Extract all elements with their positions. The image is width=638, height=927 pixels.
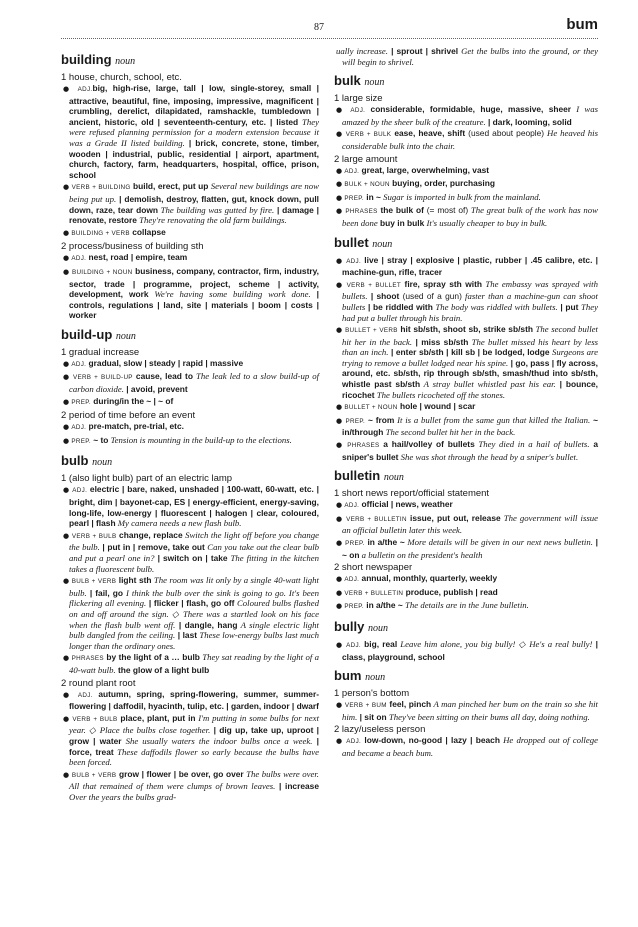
collocations: ease, heave, shift	[391, 128, 466, 139]
bullet-icon: ●	[336, 441, 348, 450]
collocations: buying, order, purchasing	[389, 178, 495, 189]
collocations: | put	[557, 301, 579, 312]
collocations: | be riddled with	[365, 301, 433, 312]
example: I was amazed by the sheer bulk of the creature.	[342, 104, 598, 127]
collocations: light sth	[116, 575, 152, 586]
note: (used about people)	[465, 128, 545, 139]
collocation-group	[61, 252, 319, 265]
sense-label: 1 (also light bulb) part of an electric lamp	[61, 473, 233, 485]
bullet-icon: ●	[336, 130, 346, 139]
headword	[61, 453, 319, 470]
grammar-label: ADJ.	[344, 167, 360, 175]
example: The bullet missed his heart by less than an inch.	[342, 336, 598, 358]
example: They're renovating the old farm buildings.	[136, 215, 287, 226]
collocation-group	[61, 396, 319, 409]
example: They were refused planning permission for a modern extension because it was a Grade II listed building.	[69, 116, 319, 148]
grammar-label: ADJ.	[344, 502, 360, 510]
grammar-label: BULB + VERB	[71, 578, 117, 586]
collocation-group	[61, 83, 319, 180]
example: They sat reading by the light of a 40-watt bulb.	[69, 652, 319, 675]
example: Get the bulbs into the ground, or they will begin to shrivel.	[342, 46, 598, 67]
dictionary-entry	[61, 52, 319, 321]
part-of-speech: noun	[115, 330, 136, 342]
part-of-speech: noun	[115, 56, 136, 67]
example: They've been sitting on their bums all day, doing nothing.	[386, 711, 590, 722]
headword-text: bully	[334, 618, 365, 634]
collocations: | switch on | take	[154, 553, 228, 563]
collocation-group	[61, 652, 319, 675]
example: A man pinched her bum on the train so she hit him.	[342, 699, 598, 722]
sense-label: 1 gradual increase	[61, 346, 140, 358]
collocations: official | news, weather	[359, 499, 453, 510]
collocations: gradual, slow | steady | rapid | massive	[86, 357, 244, 368]
dictionary-entry	[61, 453, 319, 802]
bullet-icon: ●	[63, 690, 78, 699]
collocations: ~ to	[90, 434, 109, 445]
sense-label: 1 short news report/official statement	[334, 488, 490, 500]
collocation-group	[61, 530, 319, 574]
example: The bullets ricocheted off the stones.	[374, 389, 506, 400]
grammar-label: VERB + BULK	[345, 131, 392, 139]
collocations: great, large, overwhelming, vast	[359, 164, 490, 175]
collocation-group	[334, 401, 598, 414]
example: faster than a machine-gun can shoot bullets	[342, 291, 598, 312]
sense-label: 2 short newspaper	[334, 562, 413, 574]
example: The great bulk of the work has now been done	[342, 205, 598, 228]
collocations: electric | bare, naked, unshaded | 100-watt, 60-watt, etc. | bright, dim | bayonet-cap, ES | energy-efficient, energy-saving, long-life, low-energy | fluorescent | halogen | clear, coloured, pearl | flash	[69, 484, 319, 529]
collocations: annual, monthly, quarterly, weekly	[359, 573, 498, 584]
grammar-label: BULLET + NOUN	[344, 404, 398, 412]
collocation-group	[61, 575, 319, 651]
dictionary-entry	[334, 46, 598, 67]
example: ually increase.	[336, 46, 388, 56]
bullet-icon: ●	[63, 228, 72, 237]
bullet-icon: ●	[336, 166, 345, 175]
example: I think the bulb over the sink is going to go. It's been flickering all evening.	[69, 587, 320, 609]
collocation-group	[334, 255, 598, 278]
collocations: a hail/volley of bullets	[379, 439, 475, 450]
bullet-icon: ●	[336, 207, 346, 216]
bullet-icon: ●	[63, 85, 78, 93]
dictionary-entry	[334, 235, 598, 463]
collocation-group	[334, 537, 598, 560]
grammar-label: VERB + BUILDING	[71, 184, 131, 192]
headword-text: bulk	[334, 73, 361, 89]
example: The body was riddled with bullets.	[432, 301, 558, 312]
grammar-label: ADJ.	[72, 487, 88, 495]
collocations: | bounce, ricochet	[342, 379, 598, 400]
collocation-group	[334, 324, 598, 400]
collocations: considerable, formidable, huge, massive, sheer	[365, 104, 572, 115]
collocations: place, plant, put in	[117, 712, 196, 723]
sense-label: 2 round plant root	[61, 677, 136, 689]
left-column	[61, 46, 319, 803]
grammar-label: PREP.	[345, 417, 366, 425]
grammar-label: PHRASES	[345, 208, 378, 216]
collocation-group	[334, 104, 598, 127]
collocations: | flicker | flash, go off	[146, 598, 235, 609]
bullet-icon: ●	[336, 701, 345, 710]
collocations: ~ from	[365, 414, 395, 425]
collocations: | avoid, prevent	[123, 384, 188, 395]
example: The leak led to a slow build-up of carbon dioxide.	[69, 371, 320, 395]
bullet-icon: ●	[63, 577, 72, 586]
collocations: | enter sb/sth | kill sb | be lodged, lodge	[388, 347, 550, 358]
collocation-group	[61, 484, 319, 528]
collocations: during/in the ~ | ~ of	[90, 395, 174, 406]
collocation-group	[334, 439, 598, 462]
collocation-group	[334, 128, 598, 151]
grammar-label: ADJ.	[71, 360, 87, 368]
headword-text: bulletin	[334, 468, 381, 484]
headword	[334, 235, 598, 252]
collocation-group	[334, 573, 598, 586]
collocations: live | stray | explosive | plastic, rubber | .45 calibre, etc. | machine-gun, rifle, tracer	[342, 254, 598, 278]
bullet-icon: ●	[63, 359, 72, 368]
part-of-speech: noun	[365, 672, 386, 684]
bullet-icon: ●	[336, 588, 345, 597]
grammar-label: PREP.	[345, 540, 365, 547]
collocations: | demolish, destroy, flatten, gut, knock down, pull down, raze, tear down	[69, 193, 319, 215]
example: A stray bullet whistled past his ear.	[420, 379, 556, 390]
headword-text: bulb	[61, 453, 89, 469]
collocations: collapse	[129, 226, 166, 237]
example: It's usually cheaper to buy in bulk.	[424, 217, 548, 228]
bullet-icon: ●	[336, 180, 345, 189]
collocation-group	[334, 735, 598, 758]
part-of-speech: noun	[383, 472, 404, 484]
collocation-group	[334, 513, 598, 536]
grammar-label: ADJ.	[77, 86, 93, 93]
bullet-icon: ●	[336, 602, 345, 611]
grammar-label: PHRASES	[347, 442, 380, 450]
collocations: | force, treat	[69, 735, 319, 757]
collocations: pre-match, pre-trial, etc.	[86, 421, 184, 432]
bullet-icon: ●	[336, 193, 345, 202]
collocations: | sit on	[357, 711, 387, 722]
collocations: a sniper's bullet	[342, 439, 598, 462]
bullet-icon: ●	[63, 423, 72, 432]
bullet-icon: ●	[63, 373, 73, 382]
example: It is a bullet from the same gun that killed the Italian.	[394, 414, 591, 425]
grammar-label: PREP.	[344, 194, 364, 202]
page-number: 87	[314, 22, 324, 33]
grammar-label: BULB + VERB	[71, 771, 117, 779]
grammar-label: PREP.	[344, 603, 364, 611]
grammar-label: PREP.	[71, 437, 91, 445]
grammar-label: VERB + BULLETIN	[346, 515, 407, 523]
bullet-icon: ●	[63, 267, 72, 276]
collocation-group	[334, 587, 598, 600]
grammar-label: VERB + BUM	[344, 702, 387, 710]
collocation-group	[61, 689, 319, 712]
example: Can you take out the clear bulb and put a pearl one in?	[69, 542, 319, 563]
dictionary-entry	[61, 327, 319, 448]
bullet-icon: ●	[336, 539, 346, 547]
grammar-label: ADJ.	[346, 738, 362, 746]
example: The bulbs were over. All that remained of them were clumps of brown leaves.	[69, 768, 319, 792]
bullet-icon: ●	[63, 254, 72, 263]
example: The second bullet hit her in the back.	[342, 324, 598, 347]
collocations: | controls, regulations | land, site | materials | boom | costs | worker	[69, 289, 319, 321]
grammar-label: ADJ.	[77, 691, 93, 699]
collocation-group	[61, 227, 319, 240]
headword-text: building	[61, 52, 112, 67]
headword-text: bullet	[334, 234, 369, 250]
headword	[334, 468, 598, 485]
bullet-icon: ●	[63, 436, 72, 445]
grammar-label: ADJ.	[71, 424, 87, 432]
collocations: produce, publish | read	[403, 586, 498, 597]
example: Several new buildings are now being put up.	[69, 181, 319, 204]
example: Coloured bulbs flashed on and off around the sign. ◇ There was a startled look on his face when the flash bulb went off.	[69, 598, 320, 630]
collocations: | fail, go	[86, 587, 124, 598]
grammar-label: PHRASES	[71, 655, 104, 663]
collocations: change, replace	[116, 529, 183, 540]
guide-word: bum	[566, 16, 598, 33]
collocations: cause, lead to	[132, 371, 193, 382]
grammar-label: ADJ.	[350, 107, 366, 115]
headword	[334, 668, 598, 685]
collocations: build, erect, put up	[130, 181, 209, 192]
note: (used of a gun)	[399, 291, 462, 302]
example: Leave him alone, you big bully! ◇ He's a real bully!	[397, 638, 593, 649]
collocations: the bulk of	[377, 205, 424, 216]
example: These low-energy bulbs last much longer than the ordinary ones.	[69, 630, 320, 651]
header-rule	[61, 38, 598, 39]
collocation-group	[334, 205, 598, 228]
grammar-label: ADJ.	[71, 255, 87, 263]
bullet-icon: ●	[63, 714, 73, 723]
grammar-label: VERB + BULB	[72, 715, 118, 723]
collocations: | dangle, hang	[175, 619, 238, 630]
headword-text: bum	[334, 668, 362, 684]
part-of-speech: noun	[92, 457, 113, 469]
collocations: issue, put out, release	[406, 512, 501, 523]
collocations: | shoot	[367, 291, 400, 302]
grammar-label: BULK + NOUN	[344, 181, 390, 189]
bullet-icon: ●	[336, 575, 345, 584]
collocations: buy in bulk	[377, 217, 425, 228]
bullet-icon: ●	[63, 531, 72, 540]
bullet-icon: ●	[336, 416, 346, 425]
bullet-icon: ●	[63, 486, 73, 495]
bullet-icon: ●	[336, 256, 347, 265]
collocations: ~ in/through	[342, 414, 599, 438]
bullet-icon: ●	[63, 770, 72, 779]
example: Tension is mounting in the build-up to the elections.	[108, 434, 292, 445]
collocations: | dig up, take up, uproot | grow | water	[69, 725, 319, 746]
collocation-group	[334, 192, 598, 205]
bullet-icon: ●	[336, 326, 346, 335]
example: The government will issue an official bulletin later this week.	[342, 512, 599, 536]
example: Surgeons are trying to remove a bullet lodged near his spine.	[342, 347, 599, 368]
collocations: | brick, concrete, stone, timber, wooden | industrial, public, residential | airport, apartment, church, factory, farm, headquarters, hospital, office, prison, school	[69, 137, 319, 180]
dictionary-entry	[334, 619, 598, 662]
collocations: low-down, no-good | lazy | beach	[361, 735, 500, 746]
example: They had put a bullet through his brain.	[342, 301, 598, 323]
example: Switch the light off before you change the bulb.	[69, 529, 319, 553]
grammar-label: ADJ.	[346, 641, 361, 649]
bullet-icon: ●	[336, 280, 347, 289]
sense-label: 1 person's bottom	[334, 688, 410, 700]
collocation-group	[61, 371, 319, 394]
collocations: hole | wound | scar	[397, 401, 476, 412]
collocations: by the light of a … bulb	[103, 652, 200, 663]
sense-label: 1 large size	[334, 93, 383, 105]
collocation-group	[61, 713, 319, 768]
collocations: | class, playground, school	[342, 638, 598, 662]
collocations: fire, spray sth with	[401, 278, 483, 289]
grammar-label: VERB + BULLET	[346, 281, 402, 289]
grammar-label: BULLET + VERB	[345, 327, 398, 335]
collocation-group	[334, 46, 598, 67]
bullet-icon: ●	[336, 403, 345, 412]
collocations: | sprout | shrivel	[387, 46, 459, 56]
collocation-group	[61, 421, 319, 434]
example: Sugar is imported in bulk from the mainland.	[380, 191, 541, 202]
collocations: | increase	[275, 781, 319, 792]
example: He heaved his considerable bulk into the chair.	[342, 128, 598, 151]
grammar-label: VERB + BULB	[71, 532, 117, 540]
bullet-icon: ●	[336, 514, 347, 523]
example: She was shot through the head by a sniper's bullet.	[398, 451, 579, 462]
example: The building was gutted by fire.	[157, 204, 275, 215]
grammar-label: ADJ.	[346, 257, 362, 265]
collocations: nest, road | empire, team	[86, 252, 188, 263]
collocation-group	[334, 600, 598, 613]
example: We're having some building work done.	[148, 289, 311, 300]
headword	[334, 73, 598, 90]
part-of-speech: noun	[364, 77, 385, 89]
example: Over the years the bulbs grad-	[69, 791, 177, 802]
grammar-label: VERB + BUILD-UP	[72, 374, 133, 382]
collocations: big, high-rise, large, tall | low, single-storey, small | attractive, beautiful, fine, imposing, impressive, magnificent | crumbling, derelict, dilapidated, ramshackle, tumbledown | ancient, historic, old | seventeenth-century, etc. | listed	[69, 83, 319, 127]
example: The room was lit only by a single 40-watt light bulb.	[69, 575, 319, 598]
grammar-label: BUILDING + NOUN	[71, 268, 133, 276]
collocations: in ~	[363, 191, 381, 202]
sense-label: 2 process/business of building sth	[61, 241, 204, 253]
collocations: the glow of a light bulb	[115, 664, 210, 675]
headword-text: build-up	[61, 326, 113, 342]
headword	[334, 619, 598, 636]
example: a bulletin on the president's health	[359, 549, 483, 560]
example: The details are in the June bulletin.	[402, 600, 529, 611]
collocation-group	[61, 769, 319, 803]
collocations: autumn, spring, spring-flowering, summer, summer-flowering | daffodil, hyacinth, tulip, etc. | garden, indoor | dwarf	[69, 688, 319, 712]
collocations: in a/the ~	[363, 600, 403, 611]
collocation-group	[334, 699, 598, 722]
collocation-group	[61, 181, 319, 225]
collocation-group	[334, 639, 598, 662]
collocation-group	[61, 435, 319, 448]
collocations: | put in | remove, take out	[99, 542, 205, 553]
collocation-group	[334, 165, 598, 178]
collocation-group	[61, 358, 319, 371]
sense-label: 1 house, church, school, etc.	[61, 72, 182, 83]
collocations: | miss sb/sth	[412, 336, 469, 347]
example: These daffodils flower so early because the bulbs have been forced.	[69, 746, 319, 768]
example: She usually waters the indoor bulbs once a week.	[121, 735, 313, 746]
example: A single electric light bulb dangled from the ceiling.	[69, 619, 319, 641]
bullet-icon: ●	[336, 640, 347, 649]
dictionary-entry	[334, 468, 598, 613]
collocation-group	[334, 415, 598, 438]
headword	[61, 327, 319, 344]
collocations: | dark, looming, solid	[485, 116, 572, 127]
collocations: in a/the ~	[364, 537, 405, 547]
collocation-group	[334, 499, 598, 512]
collocations: | ~ on	[342, 537, 598, 560]
right-column	[334, 46, 598, 760]
collocations: business, company, contractor, firm, industry, sector, trade | programme, project, scheme | activity, development, work	[69, 265, 319, 300]
example: He dropped out of college and became a beach bum.	[342, 735, 598, 758]
sense-label: 2 period of time before an event	[61, 410, 196, 422]
part-of-speech: noun	[372, 238, 393, 250]
dictionary-entry	[334, 73, 598, 228]
example: More details will be given in our next news bulletin.	[404, 537, 593, 547]
grammar-label: ADJ.	[344, 576, 360, 584]
bullet-icon: ●	[336, 106, 351, 115]
collocation-group	[334, 279, 598, 323]
example: The fitting in the kitchen takes a fluorescent bulb.	[69, 553, 319, 574]
collocations: feel, pinch	[386, 699, 432, 710]
dictionary-entry	[334, 668, 598, 758]
example: My camera needs a new flash bulb.	[115, 518, 242, 529]
grammar-label: VERB + BULLETIN	[344, 589, 404, 597]
collocation-group	[334, 178, 598, 191]
collocation-group	[61, 266, 319, 321]
sense-label: 2 lazy/useless person	[334, 724, 426, 736]
part-of-speech: noun	[367, 622, 388, 634]
collocations: | damage | renovate, restore	[69, 204, 319, 226]
note: (= most of)	[423, 205, 469, 216]
example: They died in a hail of bullets.	[474, 439, 590, 450]
collocations: hit sb/sth, shoot sb, strike sb/sth	[397, 324, 533, 335]
example: The second bullet hit her in the back.	[383, 427, 516, 438]
collocations: big, real	[360, 638, 398, 649]
bullet-icon: ●	[63, 397, 72, 406]
bullet-icon: ●	[63, 183, 72, 192]
collocations: grow | flower | be over, go over	[116, 768, 244, 779]
grammar-label: PREP.	[71, 398, 91, 406]
bullet-icon: ●	[336, 501, 345, 510]
grammar-label: BUILDING + VERB	[71, 229, 130, 237]
example: I'm putting in some bulbs for next year. ◇ Place the bulbs close together.	[69, 712, 319, 736]
collocations: | last	[175, 630, 198, 641]
collocations: | go, pass | fly across, around, etc. sb/sth, rip through sb/sth, smash/thud into sb/sth, whistle past sb/sth	[342, 357, 599, 390]
bullet-icon: ●	[63, 654, 72, 663]
sense-label: 2 large amount	[334, 153, 398, 165]
bullet-icon: ●	[336, 737, 347, 746]
headword	[61, 52, 319, 69]
example: The embassy was sprayed with bullets.	[342, 278, 598, 302]
